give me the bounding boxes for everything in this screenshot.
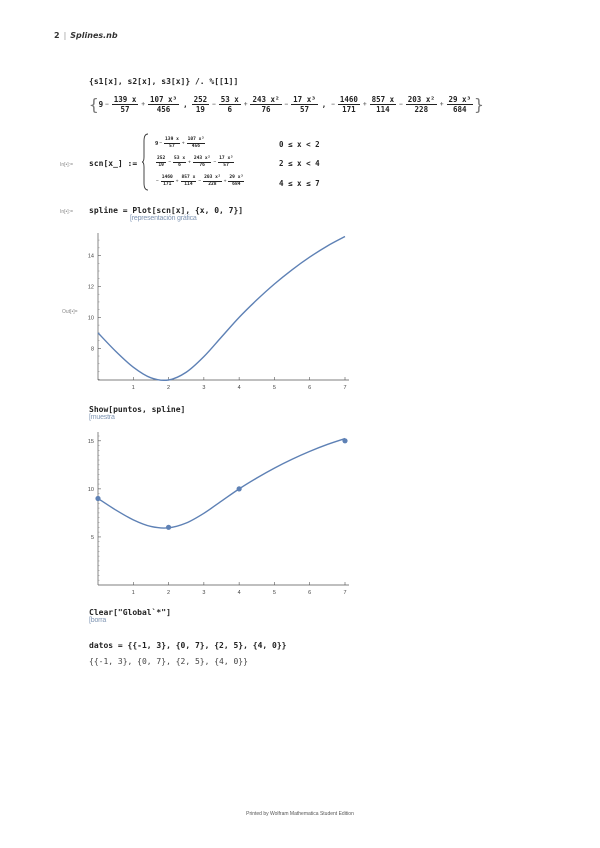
- cell2-in-label: In[•]:=: [60, 162, 74, 168]
- x-tick-label: 2: [167, 385, 171, 391]
- x-tick-label: 6: [308, 590, 312, 596]
- cell3-out-label: Out[•]=: [62, 309, 78, 315]
- cell6-input[interactable]: datos = {{-1, 3}, {0, 7}, {2, 5}, {4, 0}}: [89, 641, 287, 650]
- cell4-input[interactable]: Show[puntos, spline]: [89, 405, 186, 414]
- y-tick-label: 8: [90, 346, 94, 353]
- cell5-hint: [borra: [89, 617, 107, 624]
- minus-sign: −: [212, 101, 216, 108]
- x-tick-label: 5: [272, 590, 276, 596]
- spline-plot[interactable]: [80, 225, 360, 395]
- piecewise-case-1: 9 − $\frac{139 x}{57}$ + $\frac{\text{107 x³}}{456}$: [155, 137, 205, 149]
- output-close-brace: }: [474, 95, 484, 114]
- cell5-input[interactable]: Clear["Global`*"]: [89, 608, 171, 617]
- x-tick-label: 7: [343, 590, 347, 596]
- plus-sign: +: [439, 101, 444, 108]
- cell1-input[interactable]: {s1[x], s2[x], s3[x]} /. %[[1]]: [89, 77, 239, 86]
- x-tick-label: 1: [131, 590, 135, 596]
- x-tick-label: 6: [308, 385, 312, 391]
- y-tick-label: 12: [87, 284, 94, 291]
- x-tick-label: 3: [202, 590, 206, 596]
- data-point: [237, 486, 242, 491]
- piecewise-brace: [142, 133, 147, 191]
- plus-sign: +: [243, 101, 248, 108]
- p3-frac4: $\frac{\text{29 x³}}{684}$: [448, 95, 472, 114]
- x-tick-label: 5: [272, 385, 276, 391]
- p2-frac3: $\frac{\text{243 x²}}{76}$: [252, 95, 280, 114]
- p1-lead: 9: [98, 100, 104, 109]
- page-number: 2: [54, 31, 60, 40]
- p1-frac1: $\frac{139 x}{57}$: [113, 95, 137, 114]
- p2-frac2: $\frac{53 x}{6}$: [220, 95, 239, 114]
- case-1-condition: 0 ≤ x < 2: [279, 140, 320, 149]
- y-tick-label: 5: [90, 534, 94, 541]
- minus-sign: −: [331, 101, 335, 108]
- cell3-in-label: In[•]:=: [60, 209, 74, 215]
- y-tick-label: 10: [87, 315, 94, 322]
- spline-curve: [98, 439, 345, 528]
- page-header: [54, 31, 118, 40]
- p3-frac1: $\frac{1460}{171}$: [339, 95, 358, 114]
- minus-sign: −: [284, 101, 289, 108]
- piecewise-case-2: $\frac{252}{19}$ − $\frac{53 x}{6}$ + $\frac{\text{243 x²}}{76}$ − $\frac{\text{17 x³}}{57}$: [157, 156, 233, 168]
- p2-frac1: $\frac{252}{19}$: [193, 95, 208, 114]
- output-open-brace: {: [89, 95, 99, 114]
- cell3-hint: [representación gráfica: [130, 215, 197, 222]
- spline-curve: [98, 237, 345, 381]
- data-point: [166, 525, 171, 530]
- p1-frac2: $\frac{\text{107 x³}}{456}$: [149, 95, 178, 114]
- brace-icon: [142, 133, 150, 191]
- scn-definition-lhs[interactable]: scn[x_] :=: [89, 159, 138, 168]
- p3-frac2: $\frac{857 x}{114}$: [371, 95, 395, 114]
- p2-frac4: $\frac{\text{17 x³}}{57}$: [293, 95, 316, 114]
- x-tick-label: 1: [131, 385, 135, 391]
- comma: ,: [321, 100, 327, 109]
- piecewise-case-3: − $\frac{1460}{171}$ + $\frac{857 x}{114}$ − $\frac{\text{203 x²}}{228}$ + $\frac{\text{29 x³}}{684}$: [156, 175, 244, 187]
- case-2-condition: 2 ≤ x < 4: [279, 159, 320, 168]
- x-tick-label: 4: [237, 590, 241, 596]
- x-tick-label: 4: [237, 385, 241, 391]
- y-tick-label: 14: [87, 253, 94, 260]
- x-tick-label: 3: [202, 385, 206, 391]
- plus-sign: +: [141, 101, 145, 108]
- comma: ,: [183, 100, 188, 109]
- minus-sign: −: [105, 101, 109, 108]
- notebook-filename: Splines.nb: [70, 31, 118, 40]
- points-spline-plot[interactable]: [80, 428, 360, 600]
- cell1-output: [89, 95, 484, 114]
- p3-frac3: $\frac{\text{203 x²}}{228}$: [407, 95, 435, 114]
- cell3-input[interactable]: spline = Plot[scn[x], {x, 0, 7}]: [89, 206, 244, 215]
- cell6-output: {{-1, 3}, {0, 7}, {2, 5}, {4, 0}}: [89, 657, 248, 666]
- y-tick-label: 10: [87, 486, 94, 493]
- case-3-condition: 4 ≤ x ≤ 7: [279, 179, 320, 188]
- data-point: [342, 438, 347, 443]
- x-tick-label: 7: [343, 385, 347, 391]
- print-footer: Printed by Wolfram Mathematica Student Edition: [246, 811, 354, 817]
- cell4-hint: [muestra: [89, 414, 115, 421]
- data-point: [95, 496, 100, 501]
- minus-sign: −: [399, 101, 403, 108]
- x-tick-label: 2: [167, 590, 171, 596]
- plus-sign: +: [362, 101, 367, 108]
- header-separator: |: [63, 31, 67, 40]
- y-tick-label: 15: [87, 438, 94, 445]
